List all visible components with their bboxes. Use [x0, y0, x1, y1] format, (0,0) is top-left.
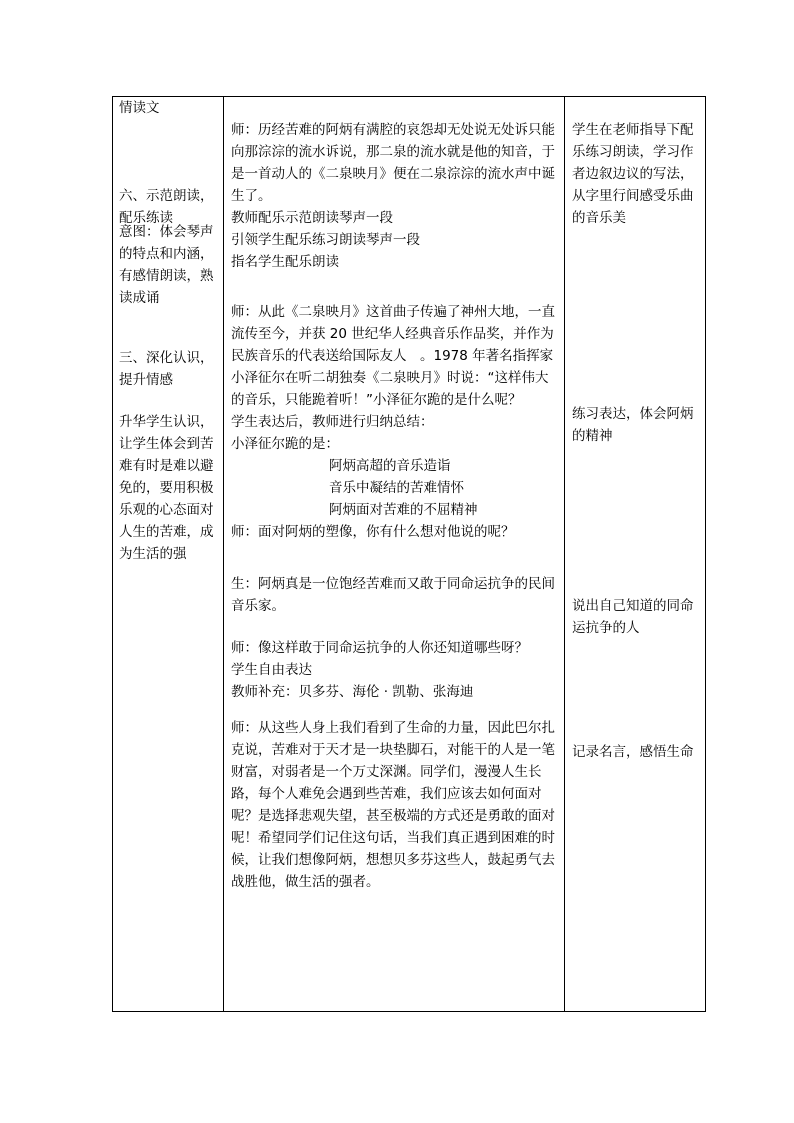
step-heading: 六、示范朗读，配乐练读 [119, 188, 214, 226]
teacher-line: 学生表达后，教师进行归纳总结： [231, 414, 434, 430]
steps-column [113, 97, 224, 1011]
teaching-block-4 [231, 637, 559, 703]
teacher-line: 学生自由表达 [231, 662, 312, 678]
step-intent: 升华学生认识，让学生体会到苦难有时是难以避免的，要用积极乐观的心态面对人生的苦难，成为生活的强 [119, 414, 214, 562]
teaching-block-3 [231, 573, 559, 617]
summary-item: 音乐中凝结的苦难情怀 [329, 480, 464, 496]
teaching-block-1 [231, 119, 559, 273]
student-line: 生：阿炳真是一位饱经苦难而又敢于同命运抗争的民间音乐家。 [231, 576, 555, 614]
teacher-line: 师：面对阿炳的塑像，你有什么想对他说的呢？ [231, 524, 515, 540]
teaching-block-2 [231, 301, 559, 543]
activity-text: 说出自己知道的同命运抗争的人 [572, 598, 694, 636]
summary-item: 阿炳面对苦难的不屈精神 [329, 502, 478, 518]
teaching-column [224, 97, 565, 1011]
step-heading: 三、深化认识，提升情感 [119, 350, 214, 388]
teacher-line: 指名学生配乐朗读 [231, 254, 339, 270]
teacher-line: 师：从这些人身上我们看到了生命的力量，因此巴尔扎克说，苦难对于天才是一块垫脚石，对能干的人是一笔财富，对弱者是一个万丈深渊。同学们，漫漫人生长路，每个人难免会遇到些苦难，我们应该去如何面对呢？是选择悲观失望，甚至极端的方式还是勇敢的面对呢！希望同学们记住这句话，当我们真正遇到困难的时候，让我们想像阿炳，想想贝多芬这些人，鼓起勇气去战胜他，做生活的强者。 [231, 720, 555, 890]
teacher-line: 教师补充：贝多芬、海伦 · 凯勒、张海迪 [231, 684, 474, 700]
teacher-line: 小泽征尔跪的是： [231, 436, 339, 452]
teacher-line: 师：从此《二泉映月》这首曲子传遍了神州大地，一直流传至今，并获 20 世纪华人经典音乐作品奖，并作为民族音乐的代表送给国际友人 。1978 年著名指挥家小泽征尔在听二胡独奏《二泉映月》时说：“这样伟大的音乐，只能跪着听！”小泽征尔跪的是什么呢？ [231, 304, 555, 408]
activity-text: 学生在老师指导下配乐练习朗读，学习作者边叙边议的写法，从字里行间感受乐曲的音乐美 [572, 122, 694, 226]
teaching-block-5 [231, 717, 559, 893]
step-text: 情读文 [119, 100, 160, 116]
step-intent: 意图：体会琴声的特点和内涵，有感情朗读，熟读成诵 [119, 224, 214, 306]
teacher-line: 教师配乐示范朗读琴声一段 [231, 210, 393, 226]
student-activity-column [565, 97, 705, 1011]
teacher-line: 师：历经苦难的阿炳有满腔的哀怨却无处说无处诉只能向那淙淙的流水诉说，那二泉的流水就是他的知音，于是一首动人的《二泉映月》便在二泉淙淙的流水声中诞生了。 [231, 122, 555, 204]
lesson-table [112, 96, 706, 1012]
summary-item: 阿炳高超的音乐造诣 [329, 458, 451, 474]
teacher-line: 引领学生配乐练习朗读琴声一段 [231, 232, 420, 248]
activity-text: 练习表达，体会阿炳的精神 [572, 406, 694, 444]
teacher-line: 师：像这样敢于同命运抗争的人你还知道哪些呀？ [231, 640, 528, 656]
activity-text: 记录名言，感悟生命 [572, 744, 694, 760]
